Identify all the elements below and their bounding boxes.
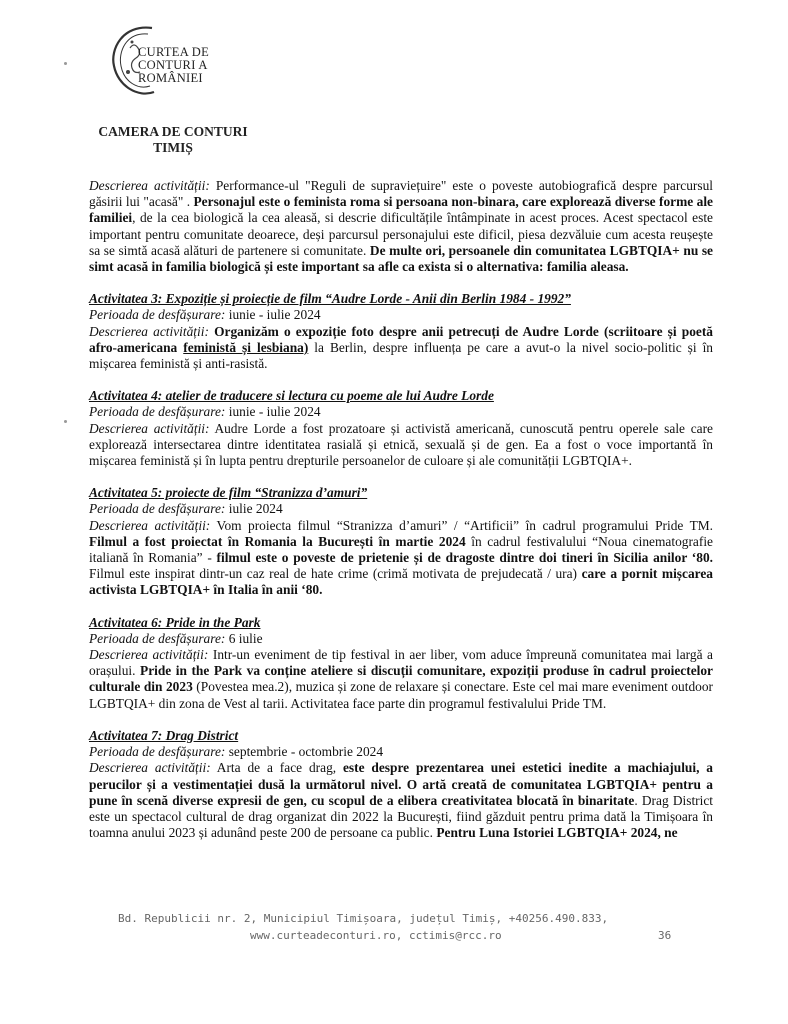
- activity-description: [89, 647, 713, 712]
- period-label: Perioada de desfășurare:: [89, 630, 226, 646]
- period-value: iunie - iulie 2024: [225, 404, 321, 420]
- text-span: Intr-un eveniment de tip festival in aer liber, vom aduce împreună comunitatea mai largă a orașului.: [89, 647, 714, 679]
- org-line-3: ROMÂNIEI: [138, 71, 203, 85]
- description-label: Descrierea activității:: [89, 178, 210, 193]
- activity-description: [89, 760, 713, 841]
- activity-title: Activitatea 3: Expoziție și proiecție de film “Audre Lorde - Anii din Berlin 1984 - 1992”: [89, 291, 571, 307]
- activity-4: [89, 388, 713, 469]
- activity-period: [89, 744, 713, 760]
- logo: [108, 20, 248, 100]
- text-span: Arta de a face drag,: [210, 760, 343, 776]
- period-value: iulie 2024: [225, 501, 283, 517]
- period-label: Perioada de desfășurare:: [89, 404, 226, 420]
- period-label: Perioada de desfășurare:: [89, 744, 226, 760]
- bold-span: Filmul a fost proiectat în Romania la București în martie 2024: [89, 533, 466, 549]
- margin-mark: [64, 62, 67, 65]
- bold-span: Pride in the Park va conține ateliere si discuții comunitare, expoziții produse în cadrul proiectelor culturale din 2023: [89, 663, 713, 695]
- camera-line-1: CAMERA DE CONTURI: [98, 124, 248, 139]
- text-span: Audre Lorde a fost prozatoare și activistă americană, cunoscută pentru operele sale care explorează intersectarea dintre identitatea rasială și etnică, sexuală și de gen. Ea a fost o voce importantă în mișcarea feministă și în lupta pentru drepturile persoanelor de culoare și ale comunității LGBTQIA+.: [89, 420, 713, 469]
- organization-name: [138, 46, 209, 85]
- text-span: Performance-ul "Reguli de supraviețuire" este o poveste autobiografică despre parcursul găsirii lui "acasă" .: [89, 178, 714, 210]
- description-label: Descrierea activității:: [89, 760, 211, 776]
- period-label: Perioada de desfășurare:: [89, 307, 226, 323]
- text-span: . Drag District este un spectacol cultural de drag organizat din 2022 la București, fiind găzduit pentru prima dată la Timișoara în toamna anului 2023 și adunând peste 200 de persoane ca public.: [89, 792, 714, 841]
- camera-heading: [88, 124, 258, 156]
- bold-span: Pentru Luna Istoriei LGBTQIA+ 2024, ne: [436, 825, 678, 841]
- period-value: 6 iulie: [225, 630, 263, 646]
- page-number: 36: [658, 929, 672, 942]
- text-span: în cadrul festivalului “Noua cinematografie italiană în Romania” -: [89, 533, 713, 566]
- period-value: iunie - iulie 2024: [225, 307, 321, 323]
- activity-7: [89, 728, 713, 841]
- bold-span: Personajul este o feminista roma si persoana non-binara, care explorează diverse forme ale familiei: [89, 194, 713, 226]
- bold-underline-span: feministă și lesbiana): [183, 339, 309, 355]
- activity-description: [89, 518, 713, 599]
- document-body: [89, 178, 713, 841]
- description-label: Descrierea activității:: [89, 647, 209, 663]
- description-label: Descrierea activității:: [89, 323, 209, 339]
- period-value: septembrie - octombrie 2024: [225, 744, 384, 760]
- activity-6: [89, 615, 713, 712]
- activity-title: Activitatea 5: proiecte de film “Stranizza d’amuri”: [89, 485, 368, 501]
- org-line-1: CURTEA DE: [138, 45, 210, 59]
- bold-span: este despre prezentarea unei estetici inedite a machiajului, a perucilor și a vestimentației dusă la următorul nivel. O artă creată de comunitatea LGBTQIA+ pentru a pune în scenă diverse expresii de gen, cu scopul de a elibera creativitatea blocată în binaritate: [89, 760, 713, 808]
- intro-paragraph: [89, 178, 713, 275]
- activity-period: [89, 501, 713, 517]
- activity-period: [89, 631, 713, 647]
- bold-span: care a pornit mișcarea activista LGBTQIA+ în Italia în anii ‘80.: [89, 566, 713, 598]
- text-span: (Povestea mea.2), muzica și zone de relaxare și conectare. Este cel mai mare eveniment outdoor LGBTQIA+ din zona de Vest al tarii. Activitatea face parte din programul festivalului Pride TM.: [89, 679, 713, 711]
- text-span: Filmul este inspirat dintr-un caz real de hate crime (crimă motivata de prejudecată / ura): [89, 566, 582, 582]
- org-line-2: CONTURI A: [138, 58, 208, 72]
- activity-title: Activitatea 7: Drag District: [89, 727, 239, 743]
- period-label: Perioada de desfășurare:: [89, 501, 226, 517]
- activity-title: Activitatea 6: Pride in the Park: [89, 614, 261, 630]
- bold-span: filmul este o poveste de prietenie și de dragoste dintre doi tineri în Sicilia anilor ‘80.: [216, 550, 713, 566]
- camera-line-2: TIMIȘ: [153, 140, 193, 155]
- description-label: Descrierea activității:: [89, 420, 210, 436]
- text-span: Vom proiecta filmul “Stranizza d’amuri” / “Artificii” în cadrul programului Pride TM.: [210, 517, 714, 533]
- activity-3: [89, 291, 713, 372]
- footer-contact: www.curteadeconturi.ro, cctimis@rcc.ro: [250, 929, 502, 942]
- activity-description: [89, 421, 713, 470]
- text-span: , de la cea biologică la cea aleasă, si descrie dificultățile întâmpinate in acest proces. Acest spectacol este important pentru comunitate deoarece, deși parcursul personajului este dificil, piesa dezvăluie cum acesta reușește sa se simtă acasă alături de partenere si comunitate.: [89, 210, 713, 258]
- footer-address: Bd. Republicii nr. 2, Municipiul Timișoara, județul Timiș, +40256.490.833,: [118, 912, 609, 925]
- activity-period: [89, 404, 713, 420]
- activity-period: [89, 307, 713, 323]
- activity-title: Activitatea 4: atelier de traducere si lectura cu poeme ale lui Audre Lorde: [89, 388, 494, 404]
- bold-span: De multe ori, persoanele din comunitatea LGBTQIA+ nu se simt acasă in familia biologică și este important sa afle ca exista si o alternativa: familia aleasa.: [89, 242, 714, 275]
- margin-mark: [64, 420, 67, 423]
- bold-span: Organizăm o expoziție foto despre anii petrecuți de Audre Lorde (scriitoare și poetă afro-americana: [89, 323, 713, 355]
- text-span: la Berlin, despre influența pe care a avut-o la nivel socio-politic și în mișcarea feministă și anti-rasistă.: [89, 339, 713, 372]
- activity-description: [89, 324, 713, 373]
- description-label: Descrierea activității:: [89, 517, 211, 533]
- activity-5: [89, 485, 713, 598]
